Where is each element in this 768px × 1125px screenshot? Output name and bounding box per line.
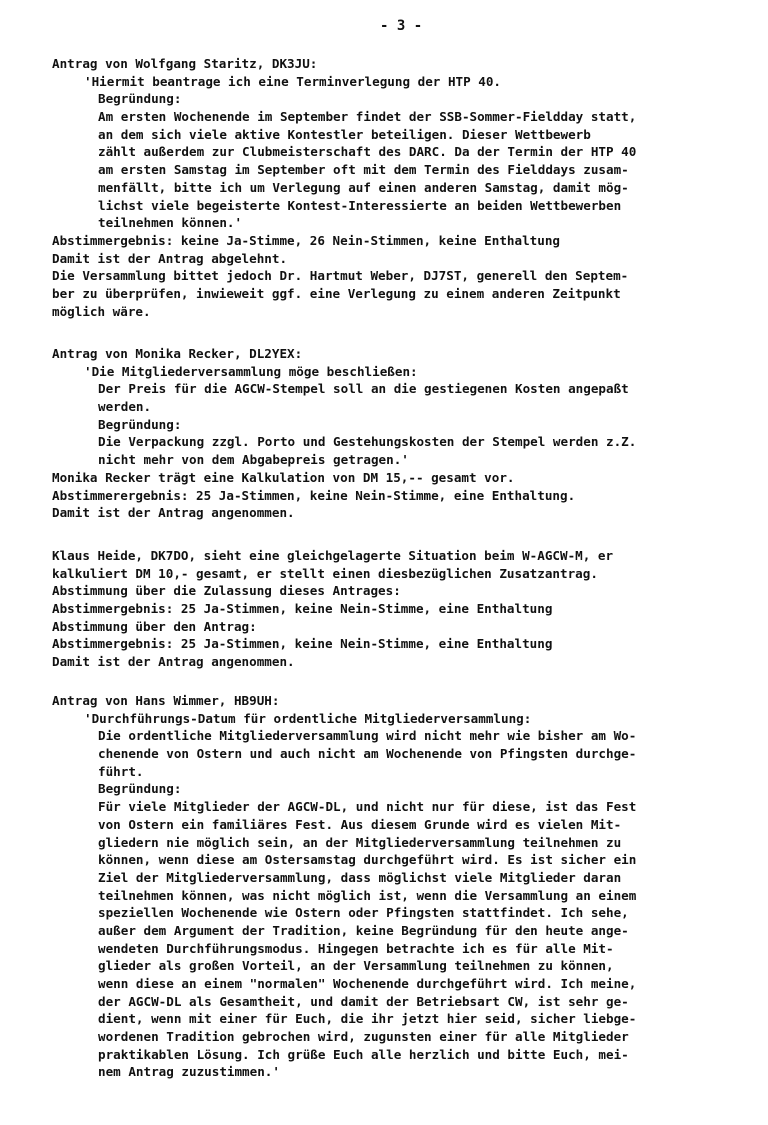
text-line: praktikablen Lösung. Ich grüße Euch alle herzlich und bitte Euch, mei- [98,1046,629,1062]
text-line: Für viele Mitglieder der AGCW-DL, und nicht nur für diese, ist das Fest [98,799,637,815]
text-line: von Ostern ein familiäres Fest. Aus diesem Grunde wird es vielen Mit- [98,816,622,832]
text-line: Der Preis für die AGCW-Stempel soll an die gestiegenen Kosten angepaßt [98,381,629,397]
text-line: Klaus Heide, DK7DO, sieht eine gleichgelagerte Situation beim W-AGCW-M, er [52,548,614,563]
text-line: Abstimmerergebnis: 25 Ja-Stimmen, keine Nein-Stimme, eine Enthaltung. [52,487,576,503]
text-line: dient, wenn mit einer für Euch, die ihr jetzt hier seid, sicher liebge- [98,1011,637,1027]
page-number: - 3 - [380,18,423,34]
text-line: Begründung: [98,91,182,107]
text-line: Begründung: [98,416,182,432]
text-line: glieder als großen Vorteil, an der Versammlung teilnehmen zu können, [98,958,614,974]
text-line: Damit ist der Antrag angenommen. [52,505,295,521]
motion-section [52,692,636,1081]
text-line: gliedern nie möglich sein, an der Mitgliederversammlung teilnehmen zu [98,834,622,850]
text-line: Antrag von Hans Wimmer, HB9UH: [52,693,280,708]
text-line: ber zu überprüfen, inwieweit ggf. eine Verlegung zu einem anderen Zeitpunkt [52,285,621,301]
text-line: Ziel der Mitgliederversammlung, dass möglichst viele Mitglieder daran [98,869,622,885]
text-line: Am ersten Wochenende im September findet der SSB-Sommer-Fieldday statt, [98,109,637,125]
text-line: Die Versammlung bittet jedoch Dr. Hartmut Weber, DJ7ST, generell den Septem- [52,268,629,284]
text-line: Die ordentliche Mitgliederversammlung wird nicht mehr wie bisher am Wo- [98,728,637,744]
text-line: Die Verpackung zzgl. Porto und Gestehungskosten der Stempel werden z.Z. [98,434,637,450]
text-line: der AGCW-DL als Gesamtheit, und damit der Betriebsart CW, ist sehr ge- [98,993,629,1009]
text-line: wordenen Tradition gebrochen wird, zugunsten einer für alle Mitglieder [98,1029,629,1045]
text-line: Damit ist der Antrag angenommen. [52,654,295,670]
text-line: Begründung: [98,781,182,797]
text-line: nem Antrag zuzustimmen.' [98,1064,280,1080]
text-line: menfällt, bitte ich um Verlegung auf einen anderen Samstag, damit mög- [98,179,629,195]
motion-section [52,547,613,671]
text-line: Antrag von Wolfgang Staritz, DK3JU: [52,56,318,71]
text-line: führt. [98,763,144,779]
text-line: chenende von Ostern und auch nicht am Wochenende von Pfingsten durchge- [98,746,637,762]
text-line: werden. [98,399,152,415]
text-line: Monika Recker trägt eine Kalkulation von DM 15,-- gesamt vor. [52,469,515,485]
text-line: können, wenn diese am Ostersamstag durchgeführt wird. Es ist sicher ein [98,852,637,868]
text-line: kalkuliert DM 10,- gesamt, er stellt einen diesbezüglichen Zusatzantrag. [52,565,598,581]
text-line: speziellen Wochenende wie Ostern oder Pfingsten stattfindet. Ich sehe, [98,905,629,921]
text-line: Abstimmergebnis: 25 Ja-Stimmen, keine Nein-Stimme, eine Enthaltung [52,601,553,617]
text-line: teilnehmen können.' [98,215,243,231]
text-line: Abstimmergebnis: keine Ja-Stimme, 26 Nein-Stimmen, keine Enthaltung [52,232,560,248]
text-line: an dem sich viele aktive Kontestler beteiligen. Dieser Wettbewerb [98,126,591,142]
text-line: Abstimmung über die Zulassung dieses Antrages: [52,583,401,599]
motion-section [52,345,636,522]
text-line: am ersten Samstag im September oft mit dem Termin des Fielddays zusam- [98,162,629,178]
text-line: wenn diese an einem "normalen" Wochenende durchgeführt wird. Ich meine, [98,976,637,991]
text-line: 'Die Mitgliederversammlung möge beschließen: [84,363,418,379]
text-line: Abstimmergebnis: 25 Ja-Stimmen, keine Nein-Stimme, eine Enthaltung [52,636,553,652]
text-line: außer dem Argument der Tradition, keine Begründung für den heute ange- [98,922,629,938]
text-line: nicht mehr von dem Abgabepreis getragen.' [98,452,409,468]
text-line: wendeten Durchführungsmodus. Hingegen betrachte ich es für alle Mit- [98,940,614,956]
text-line: möglich wäre. [52,303,151,319]
text-line: lichst viele begeisterte Kontest-Interessierte an beiden Wettbewerben [98,197,622,213]
text-line: teilnehmen können, was nicht möglich ist, wenn die Versammlung an einem [98,887,637,903]
text-line: zählt außerdem zur Clubmeisterschaft des DARC. Da der Termin der HTP 40 [98,144,637,160]
text-line: Antrag von Monika Recker, DL2YEX: [52,346,303,361]
text-line: Damit ist der Antrag abgelehnt. [52,250,288,266]
text-line: 'Durchführungs-Datum für ordentliche Mitgliederversammlung: [84,710,532,726]
motion-section [52,55,636,320]
text-line: Abstimmung über den Antrag: [52,618,257,634]
text-line: 'Hiermit beantrage ich eine Terminverlegung der HTP 40. [84,73,502,89]
